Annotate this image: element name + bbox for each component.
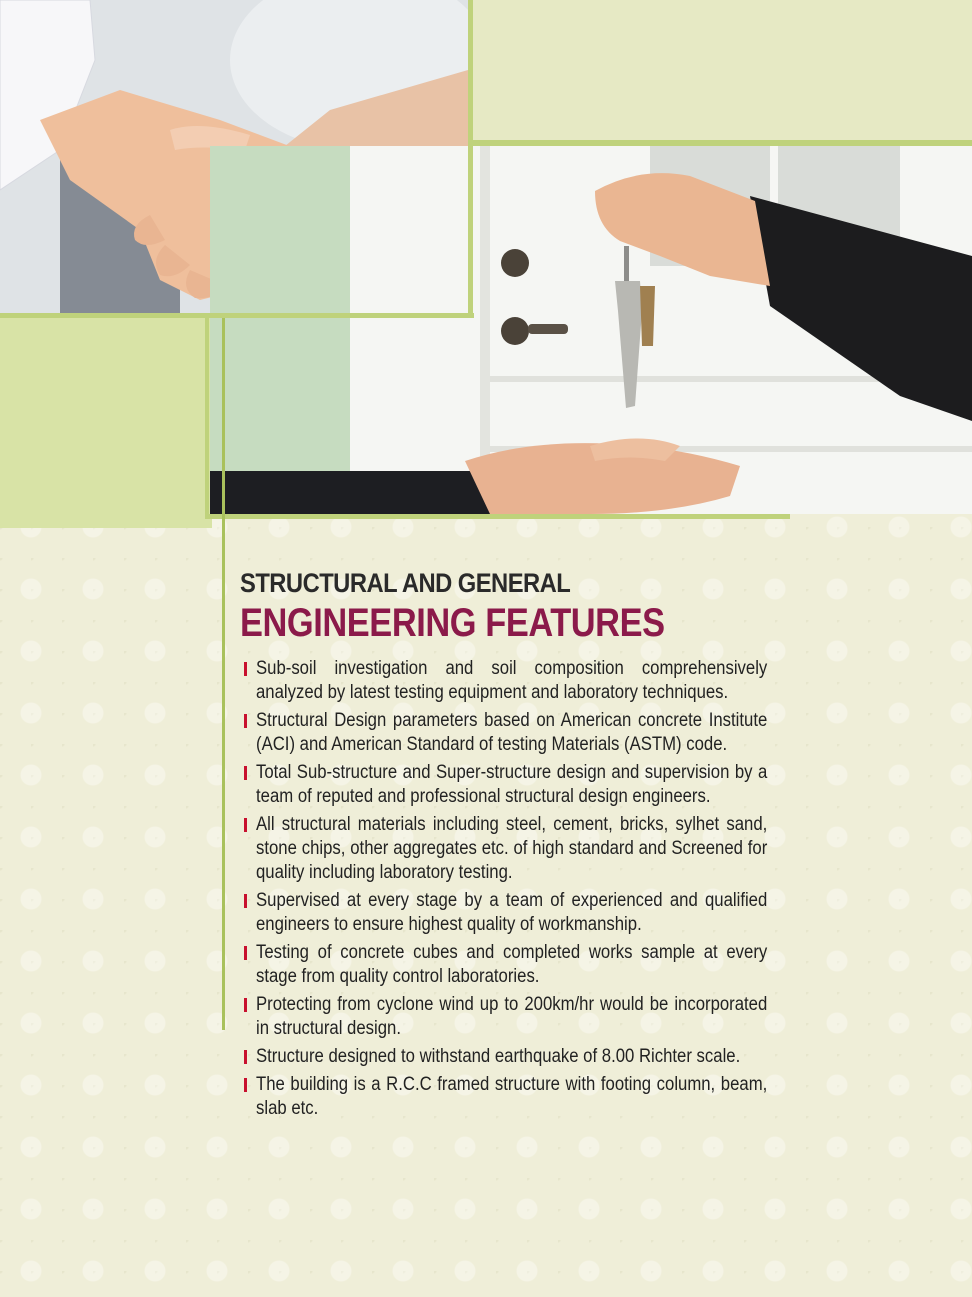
feature-text: Total Sub-structure and Super-structure design and supervision by a team of reputed and professional structural design engineers. [256, 762, 768, 807]
frame-line [205, 318, 209, 518]
list-item [240, 709, 770, 757]
list-item [240, 889, 770, 937]
heading-line-2: ENGINEERING FEATURES [240, 601, 665, 645]
feature-text: Protecting from cyclone wind up to 200km/hr would be incorporated in structural design. [256, 994, 768, 1039]
bullet-marker [244, 1050, 247, 1064]
feature-text: Structure designed to withstand earthquake of 8.00 Richter scale. [256, 1046, 741, 1067]
features-section [240, 568, 770, 1125]
list-item [240, 993, 770, 1041]
frame-line [205, 514, 790, 519]
bullet-marker [244, 1078, 247, 1092]
features-list [240, 657, 770, 1121]
feature-text: Supervised at every stage by a team of experienced and qualified engineers to ensure highest quality of workmanship. [256, 890, 768, 935]
bullet-marker [244, 818, 247, 832]
bullet-marker [244, 714, 247, 728]
bullet-marker [244, 946, 247, 960]
key-handover-photo [210, 146, 972, 514]
bullet-marker [244, 766, 247, 780]
feature-text: Sub-soil investigation and soil composition comprehensively analyzed by latest testing equipment and laboratory techniques. [256, 658, 768, 703]
decorative-green-panel-top [472, 0, 972, 140]
frame-line [0, 313, 474, 318]
frame-line [468, 0, 473, 318]
bullet-marker [244, 998, 247, 1012]
list-item [240, 813, 770, 885]
decorative-green-panel-left [0, 318, 212, 528]
vertical-accent-line [222, 318, 225, 1030]
list-item [240, 1045, 770, 1069]
feature-text: All structural materials including steel, cement, bricks, sylhet sand, stone chips, other aggregates etc. of high standard and Screened for quality including laboratory testing. [256, 814, 768, 883]
list-item [240, 657, 770, 705]
frame-line [472, 140, 972, 146]
feature-text: Structural Design parameters based on American concrete Institute (ACI) and American Standard of testing Materials (ASTM) code. [256, 710, 768, 755]
feature-text: Testing of concrete cubes and completed works sample at every stage from quality control laboratories. [256, 942, 768, 987]
bullet-marker [244, 894, 247, 908]
feature-text: The building is a R.C.C framed structure with footing column, beam, slab etc. [256, 1074, 768, 1119]
list-item [240, 1073, 770, 1121]
list-item [240, 761, 770, 809]
heading-line-1: STRUCTURAL AND GENERAL [240, 568, 571, 598]
bullet-marker [244, 662, 247, 676]
list-item [240, 941, 770, 989]
